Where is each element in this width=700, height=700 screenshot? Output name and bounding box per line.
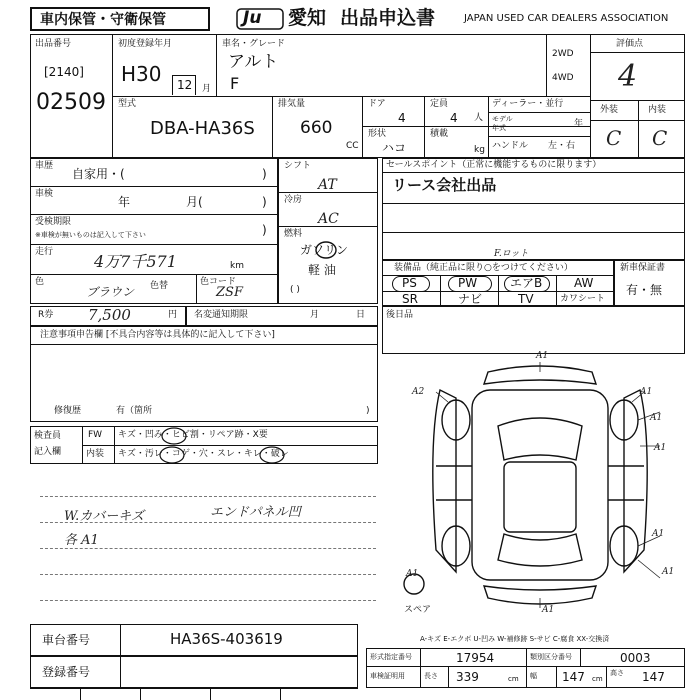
diagram-mark-right-front: A1 [640,387,653,397]
model-year-unit: 年 [574,119,584,129]
inspection-label: 車検 [35,189,54,199]
cert-label: 形式指定番号 [370,653,412,661]
car-name-value: アルト [228,52,279,72]
registration-label: 登録番号 [42,665,91,679]
equipment-note: F.ロット [494,249,529,259]
recycle-fee-label: R券 [38,310,54,320]
chassis-label: 車台番号 [42,633,91,647]
diagram-mark-right-rear-2: A1 [662,567,675,577]
recycle-fee-value: 7,500 [88,306,131,324]
rating-interior-label: 内装 [648,105,667,115]
repair-history-close: ) [366,406,370,416]
recycle-close: ) [262,223,267,237]
color-label: 色 [35,277,45,287]
name-change-month: 月 [310,310,320,320]
first-reg-label: 初度登録年月 [118,39,173,49]
brand-name: 愛知 [288,7,327,29]
equip-airbag: エアB [510,276,543,290]
inspector-fw: FW [88,430,103,440]
storage-tag [30,7,210,31]
note-line-1: W.カバーキズ [64,509,144,524]
color-value: ブラウン [86,285,135,299]
lot-number: 02509 [36,90,106,115]
inspector-interior: 内装 [86,449,105,459]
equip-ps-circle-icon [392,276,430,292]
car-grade-value: F [230,74,240,93]
first-reg-year: H30 [121,62,162,86]
repair-history-value: 有（箇所 [116,406,153,416]
car-damage-diagram [400,350,680,620]
handle-options: 左・右 [548,141,576,151]
equip-pw-circle-icon [448,276,492,292]
inspection-close: ) [262,195,267,209]
inspector-fw-text: キズ・凹み・ヒビ割・リペア跡・X要 [118,430,268,440]
recycle-fee-unit: 円 [168,310,178,320]
history-close: ) [262,167,267,181]
dealer-label: ディーラー・並行 [492,99,564,109]
capacity-unit: 人 [474,113,484,123]
history-label: 車歴 [35,161,54,171]
inspection-month: 月( [186,195,203,209]
fuel-diesel: 軽 油 [308,263,336,277]
shape-label: 形状 [368,129,387,139]
ju-logo-text: Ju [243,8,262,28]
sales-point-label: セールスポイント（正常に機能するものに限ります） [386,160,602,170]
height-label: 高さ [610,669,624,677]
fuel-label: 燃料 [284,229,303,239]
repair-history-label: 修復歴 [54,406,82,416]
cert-value: 17954 [456,651,495,665]
equip-airbag-circle-icon [504,276,550,292]
inspector-circles-icon [112,426,372,466]
displacement-label: 排気量 [278,99,306,109]
car-name-label: 車名・グレード [222,39,286,49]
ju-logo [236,8,284,30]
class-label: 類別区分番号 [530,653,572,661]
class-value: 0003 [620,651,651,665]
note-line-3: 各 A1 [64,533,99,548]
inspector-label-2: 記入欄 [34,447,62,457]
length-value: 339 [456,670,479,684]
shift-label: シフト [284,161,312,171]
drive-2wd: 2WD [552,49,574,59]
height-value: 147 [642,670,665,684]
equipment-label: 装備品（純正品に限り○をつけてください） [394,263,573,273]
rear-day-frame [382,306,685,354]
equip-kawaseat: カワシート [560,294,606,304]
damage-legend: A-キズ E-エクボ U-凹み W-補修跡 S-サビ C-腐食 XX-交換済 [420,635,610,643]
model-year-label-2: 年式 [492,124,506,132]
first-reg-month-unit: 月 [202,84,212,94]
recycle-sub: ※車検が無いものは記入して下さい [35,231,146,239]
equip-pw: PW [458,276,478,290]
model-value: DBA-HA36S [150,118,255,139]
equip-ps: PS [402,276,417,290]
name-change-label: 名変通知期限 [194,310,249,320]
note-line-2: エンドパネル凹 [210,505,301,520]
load-label: 積載 [430,129,449,139]
inspector-label-1: 検査員 [34,431,62,441]
width-value: 147 [562,670,585,684]
fuel-selected-circle-icon [314,240,338,260]
diagram-mark-rear: A1 [542,605,555,615]
notes-label: 注意事項申告欄 [不具合内容等は具体的に記入して下さい] [40,330,275,340]
diagram-mark-right-rear: A1 [654,443,667,453]
notes-frame [30,326,378,422]
equip-navi: ナビ [458,292,483,306]
equip-tv: TV [518,292,534,306]
sales-point-value: リース会社出品 [392,176,497,194]
displacement-value: 660 [300,118,333,138]
rear-day-label: 後日品 [386,310,414,320]
displacement-unit: CC [346,141,359,151]
aircon-label: 冷房 [284,195,303,205]
length-unit: cm [508,675,519,683]
equip-sr: SR [402,292,418,306]
diagram-mark-left-rear: A1 [406,569,419,579]
model-year-label-1: モデル [492,115,513,123]
rating-value: 4 [618,59,638,94]
size-label: 車検証明用 [370,672,405,680]
length-label: 長さ [424,672,438,680]
fuel-gasoline: ガソリン [300,243,349,257]
rating-exterior-value: C [606,126,622,150]
name-change-day: 日 [356,310,366,320]
lot-label: 出品番号 [35,39,72,49]
diagram-mark-left-front: A2 [412,387,425,397]
association-name: JAPAN USED CAR DEALERS ASSOCIATION [464,13,669,24]
chassis-value: HA36S-403619 [170,630,283,648]
mileage-label: 走行 [35,247,54,257]
rating-interior-value: C [652,126,668,150]
color-code-label: 色コード [200,277,237,287]
recycle-label: 受検期限 [35,217,72,227]
aircon-value: AC [318,211,339,227]
doors-label: ドア [368,99,386,109]
capacity-value: 4 [450,111,458,125]
form-title: 出品申込書 [340,7,436,29]
rating-label: 評価点 [616,39,644,49]
drive-4wd: 4WD [552,73,574,83]
history-value: 自家用・( [72,167,125,181]
load-unit: kg [474,145,485,155]
color-change-label: 色替 [150,281,169,291]
inspection-year: 年 [118,195,131,209]
capacity-label: 定員 [430,99,449,109]
lot-sub: [2140] [44,65,84,79]
diagram-mark-front: A1 [536,351,549,361]
spare-label: スペア [404,605,432,615]
rating-exterior-label: 外装 [600,105,619,115]
shift-value: AT [318,177,337,193]
width-unit: cm [592,675,603,683]
handle-label: ハンドル [492,141,529,151]
first-reg-month: 12 [177,78,193,92]
warranty-value: 有・無 [626,283,663,297]
diagram-mark-right-lower: A1 [652,529,665,539]
inspector-interior-text: キズ・汚レ・コゲ・穴・スレ・キレ・破レ [118,449,289,459]
width-label: 幅 [530,672,537,680]
warranty-label: 新車保証書 [620,263,666,273]
storage-tag-text: 車内保管・守衛保管 [40,12,166,28]
doors-value: 4 [398,111,406,125]
diagram-mark-right-mid: A1 [650,413,663,423]
model-label: 型式 [118,99,137,109]
equip-aw: AW [574,276,594,290]
fuel-paren: ( ) [290,285,300,295]
shape-value: ハコ [382,141,407,155]
mileage-value: 4万7千571 [94,252,177,271]
mileage-unit: km [230,261,244,271]
color-code-value: ZSF [216,285,243,300]
